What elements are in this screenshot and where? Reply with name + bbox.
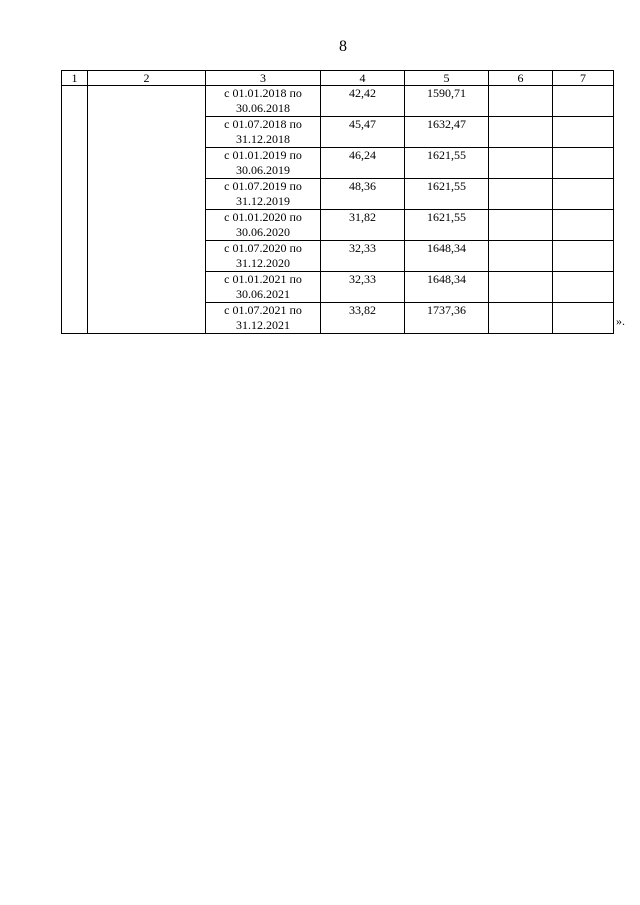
value-cell-col4: 45,47 bbox=[321, 117, 405, 148]
period-to: 31.12.2019 bbox=[236, 194, 290, 208]
empty-cell-col6 bbox=[489, 303, 553, 334]
value-cell-col4: 46,24 bbox=[321, 148, 405, 179]
empty-cell-col7 bbox=[553, 148, 614, 179]
table-header-row bbox=[62, 71, 614, 86]
value-cell-col4: 33,82 bbox=[321, 303, 405, 334]
empty-cell-col7 bbox=[553, 210, 614, 241]
period-from: с 01.01.2021 по bbox=[224, 272, 302, 286]
period-to: 30.06.2021 bbox=[236, 287, 290, 301]
period-cell bbox=[206, 179, 321, 210]
empty-cell-col7 bbox=[553, 86, 614, 117]
table-row bbox=[62, 86, 614, 117]
period-from: с 01.07.2020 по bbox=[224, 241, 302, 255]
period-cell bbox=[206, 210, 321, 241]
period-cell bbox=[206, 117, 321, 148]
empty-cell-col6 bbox=[489, 241, 553, 272]
empty-cell-col7 bbox=[553, 303, 614, 334]
value-cell-col4: 32,33 bbox=[321, 241, 405, 272]
tariff-table bbox=[61, 70, 614, 334]
period-to: 31.12.2021 bbox=[236, 318, 290, 332]
header-cell: 3 bbox=[206, 71, 321, 86]
header-cell: 6 bbox=[489, 71, 553, 86]
empty-cell-col6 bbox=[489, 210, 553, 241]
value-cell-col5: 1590,71 bbox=[405, 86, 489, 117]
value-cell-col5: 1621,55 bbox=[405, 210, 489, 241]
header-cell: 5 bbox=[405, 71, 489, 86]
period-from: с 01.07.2018 по bbox=[224, 117, 302, 131]
value-cell-col5: 1621,55 bbox=[405, 179, 489, 210]
empty-cell-col7 bbox=[553, 272, 614, 303]
empty-cell-col6 bbox=[489, 148, 553, 179]
merged-cell-col2 bbox=[88, 86, 206, 334]
value-cell-col4: 31,82 bbox=[321, 210, 405, 241]
period-cell bbox=[206, 148, 321, 179]
empty-cell-col6 bbox=[489, 117, 553, 148]
closing-quote-mark: ». bbox=[616, 314, 625, 328]
value-cell-col4: 48,36 bbox=[321, 179, 405, 210]
period-to: 31.12.2018 bbox=[236, 132, 290, 146]
period-to: 31.12.2020 bbox=[236, 256, 290, 270]
empty-cell-col7 bbox=[553, 179, 614, 210]
period-cell bbox=[206, 272, 321, 303]
period-from: с 01.01.2018 по bbox=[224, 86, 302, 100]
value-cell-col4: 32,33 bbox=[321, 272, 405, 303]
empty-cell-col6 bbox=[489, 272, 553, 303]
header-cell: 1 bbox=[62, 71, 88, 86]
header-cell: 2 bbox=[88, 71, 206, 86]
empty-cell-col7 bbox=[553, 117, 614, 148]
value-cell-col5: 1737,36 bbox=[405, 303, 489, 334]
value-cell-col5: 1648,34 bbox=[405, 272, 489, 303]
value-cell-col5: 1632,47 bbox=[405, 117, 489, 148]
value-cell-col4: 42,42 bbox=[321, 86, 405, 117]
period-from: с 01.01.2019 по bbox=[224, 148, 302, 162]
empty-cell-col7 bbox=[553, 241, 614, 272]
period-to: 30.06.2019 bbox=[236, 163, 290, 177]
period-cell bbox=[206, 303, 321, 334]
header-cell: 4 bbox=[321, 71, 405, 86]
page-number: 8 bbox=[339, 38, 347, 55]
merged-cell-col1 bbox=[62, 86, 88, 334]
period-from: с 01.01.2020 по bbox=[224, 210, 302, 224]
empty-cell-col6 bbox=[489, 86, 553, 117]
period-from: с 01.07.2019 по bbox=[224, 179, 302, 193]
value-cell-col5: 1648,34 bbox=[405, 241, 489, 272]
period-cell bbox=[206, 241, 321, 272]
period-to: 30.06.2020 bbox=[236, 225, 290, 239]
period-from: с 01.07.2021 по bbox=[224, 303, 302, 317]
header-cell: 7 bbox=[553, 71, 614, 86]
period-to: 30.06.2018 bbox=[236, 101, 290, 115]
value-cell-col5: 1621,55 bbox=[405, 148, 489, 179]
empty-cell-col6 bbox=[489, 179, 553, 210]
period-cell bbox=[206, 86, 321, 117]
